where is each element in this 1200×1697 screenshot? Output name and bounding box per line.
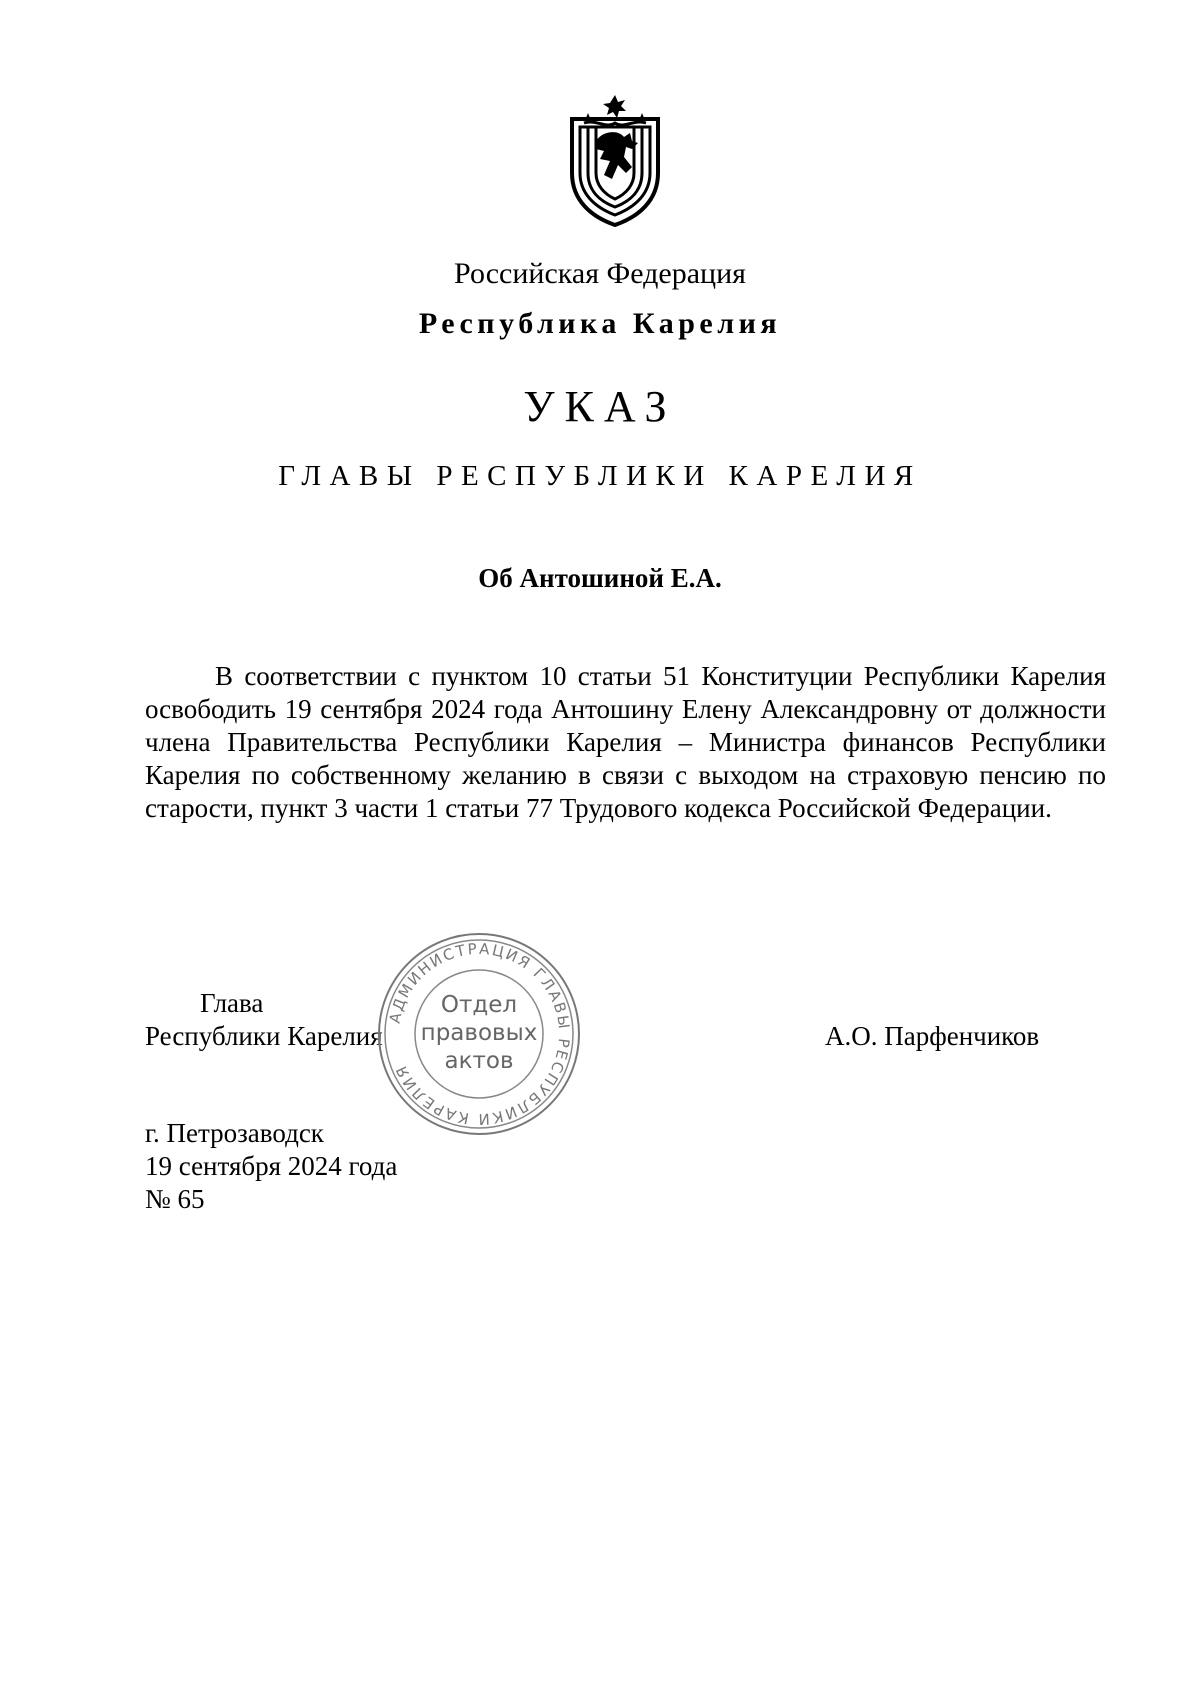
stamp-ring-text: АДМИНИСТРАЦИЯ ГЛАВЫ РЕСПУБЛИКИ КАРЕЛИЯ <box>385 939 574 1129</box>
document-number: № 65 <box>145 1184 205 1214</box>
issue-date: 19 сентября 2024 года <box>145 1151 398 1181</box>
document-subject: Об Антошиной Е.А. <box>478 563 722 593</box>
issuer-title: ГЛАВЫ РЕСПУБЛИКИ КАРЕЛИЯ <box>278 460 922 492</box>
issue-city: г. Петрозаводск <box>145 1118 324 1148</box>
stamp-center-line1: Отдел <box>440 992 518 1018</box>
country-name: Российская Федерация <box>454 257 746 290</box>
signatory-name: А.О. Парфенчиков <box>825 1021 1040 1051</box>
document-body <box>145 660 1106 825</box>
republic-name: Республика Карелия <box>418 307 782 340</box>
body-paragraph: В соответствии с пунктом 10 статьи 51 Конституции Республики Карелия освободить 19 сентября 2024 года Антошину Елену Александровну от должности члена Правительства Республики Карелия – Министра финансов Республики Карелия по собственному желанию в связи с выходом на страховую пенсию по старости, пункт 3 части 1 статьи 77 Трудового кодекса Российской Федерации. <box>145 661 1106 823</box>
coat-of-arms-karelia-icon <box>566 93 664 227</box>
signatory-title-line1: Глава <box>200 988 264 1018</box>
stamp-center-line2: правовых <box>420 1020 538 1046</box>
document-type: УКАЗ <box>523 382 677 431</box>
official-stamp <box>375 930 583 1138</box>
signatory-title-line2: Республики Карелия <box>145 1021 383 1051</box>
stamp-center-line3: актов <box>444 1048 514 1074</box>
